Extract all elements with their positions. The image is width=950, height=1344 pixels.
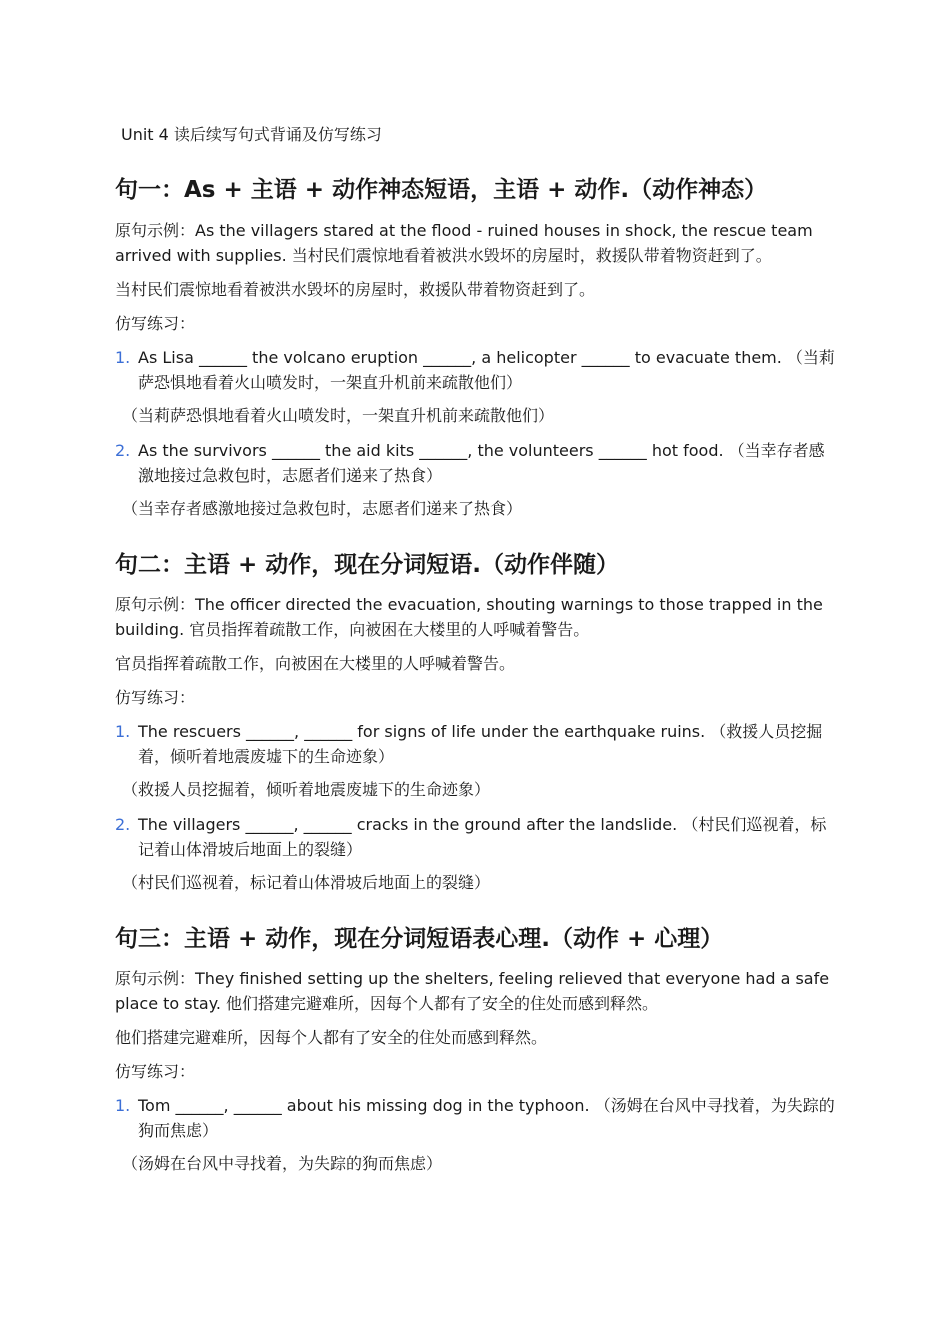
section-1-example: 原句示例：As the villagers stared at the flood - ruined houses in shock, the rescue team arrived with supplies. 当村民们震惊地看着被洪水毁坏的房屋时，救援队带着物资赶到了。 xyxy=(115,221,813,265)
practice-sentence: Tom ______, ______ about his missing dog in the typhoon. （汤姆在台风中寻找着，为失踪的狗而焦虑） xyxy=(138,1096,835,1140)
section-2-example-translation: 官员指挥着疏散工作，向被困在大楼里的人呼喊着警告。 xyxy=(115,654,516,673)
section-1-item-2 xyxy=(115,439,840,488)
section-1-practice-label: 仿写练习： xyxy=(115,314,196,333)
section-1-heading: 句一：As + 主语 + 动作神态短语，主语 + 动作.（动作神态） xyxy=(115,177,768,203)
section-3-practice-label: 仿写练习： xyxy=(115,1062,196,1081)
section-3-example: 原句示例：They finished setting up the shelters, feeling relieved that everyone had a safe place to stay. 他们搭建完避难所，因每个人都有了安全的住处而感到释然。 xyxy=(115,969,830,1013)
list-number: 1. xyxy=(115,722,131,741)
section-2-item-2 xyxy=(115,813,840,862)
section-1-item-2-translation: （当幸存者感激地接过急救包时，志愿者们递来了热食） xyxy=(122,499,523,518)
list-number: 2. xyxy=(115,441,131,460)
list-number: 1. xyxy=(115,1096,131,1115)
document-title: Unit 4 读后续写句式背诵及仿写练习 xyxy=(121,125,382,144)
section-2-item-1 xyxy=(115,720,840,769)
practice-sentence: As Lisa ______ the volcano eruption ______, a helicopter ______ to evacuate them. （当莉萨恐惧地看着火山喷发时，一架直升机前来疏散他们） xyxy=(138,348,835,392)
practice-sentence: As the survivors ______ the aid kits ______, the volunteers ______ hot food. （当幸存者感激地接过急救包时，志愿者们递来了热食） xyxy=(138,441,825,485)
section-2-item-2-translation: （村民们巡视着，标记着山体滑坡后地面上的裂缝） xyxy=(122,873,491,892)
list-number: 1. xyxy=(115,348,131,367)
section-1-item-1 xyxy=(115,346,840,395)
section-1-item-1-translation: （当莉萨恐惧地看着火山喷发时，一架直升机前来疏散他们） xyxy=(122,406,555,425)
practice-sentence: The rescuers ______, ______ for signs of life under the earthquake ruins. （救援人员挖掘着，倾听着地震废墟下的生命迹象） xyxy=(138,722,823,766)
section-2-example: 原句示例：The officer directed the evacuation, shouting warnings to those trapped in the building. 官员指挥着疏散工作，向被困在大楼里的人呼喊着警告。 xyxy=(115,595,823,639)
section-3-heading: 句三：主语 + 动作，现在分词短语表心理.（动作 + 心理） xyxy=(115,926,724,952)
practice-sentence: The villagers ______, ______ cracks in the ground after the landslide. （村民们巡视着，标记着山体滑坡后地面上的裂缝） xyxy=(138,815,827,859)
section-3-item-1-translation: （汤姆在台风中寻找着，为失踪的狗而焦虑） xyxy=(122,1154,443,1173)
section-2-item-1-translation: （救援人员挖掘着，倾听着地震废墟下的生命迹象） xyxy=(122,780,491,799)
section-2-practice-label: 仿写练习： xyxy=(115,688,196,707)
section-1-example-translation: 当村民们震惊地看着被洪水毁坏的房屋时，救援队带着物资赶到了。 xyxy=(115,280,596,299)
list-number: 2. xyxy=(115,815,131,834)
section-3-item-1 xyxy=(115,1094,840,1143)
section-2-heading: 句二：主语 + 动作，现在分词短语.（动作伴随） xyxy=(115,552,620,578)
section-3-example-translation: 他们搭建完避难所，因每个人都有了安全的住处而感到释然。 xyxy=(115,1028,548,1047)
